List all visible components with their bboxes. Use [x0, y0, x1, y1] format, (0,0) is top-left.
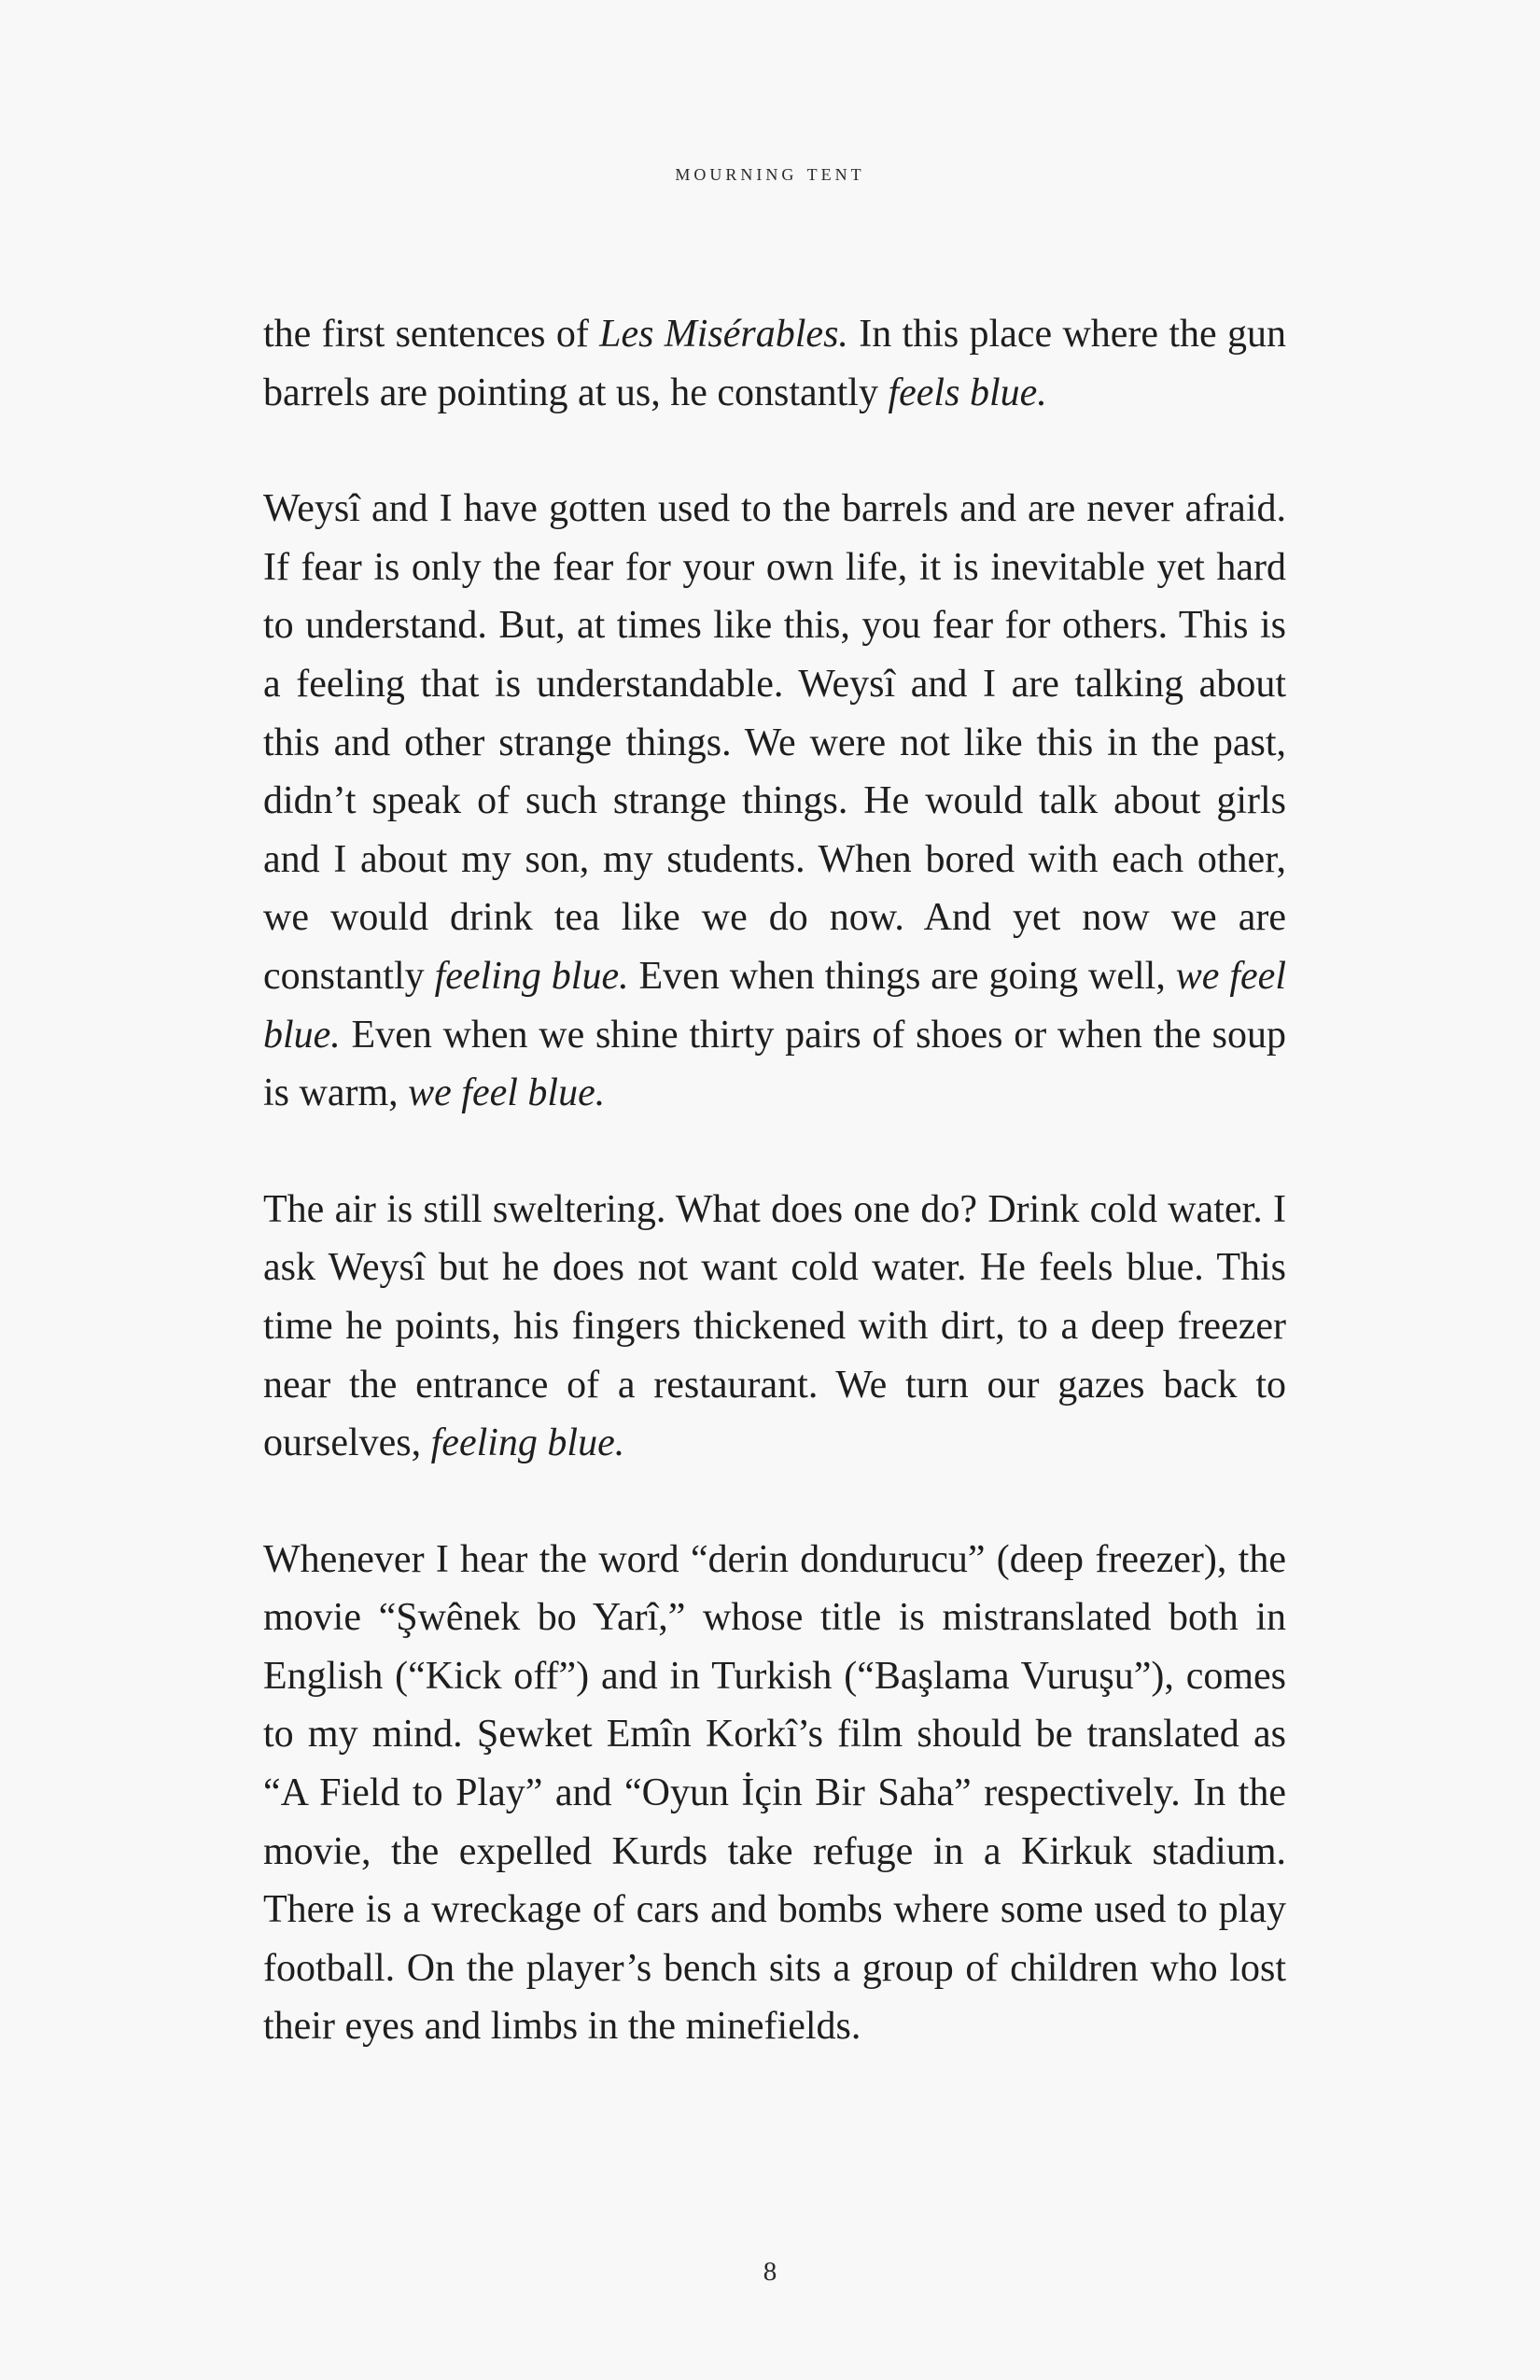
paragraph-4: [263, 1531, 1286, 2056]
paragraph-3: [263, 1181, 1286, 1473]
body-text: [263, 305, 1286, 2114]
italic-phrase: we feel blue.: [408, 1071, 606, 1115]
text-run: Even when things are going well,: [628, 954, 1176, 998]
text-run: The air is still sweltering. What does one do? Drink cold water. I ask Weysî but he does not want cold water. He feels blue. This time he points, his fingers thickened with dirt, to a deep freezer near the entrance of a restaurant. We turn our gazes back to ourselves,: [263, 1187, 1286, 1465]
italic-phrase: feeling blue.: [430, 1421, 625, 1465]
running-head-title: mourning tent: [675, 161, 865, 186]
text-run: In this place where the gun barrels are pointing at us, he constantly: [263, 313, 1286, 414]
paragraph-2: [263, 480, 1286, 1123]
italic-phrase: feels blue.: [888, 371, 1047, 414]
page-number: 8: [763, 2257, 777, 2287]
text-run: the first sentences of: [263, 313, 600, 356]
italic-phrase: feeling blue.: [434, 954, 629, 998]
text-run: Even when we shine thirty pairs of shoes or when the soup is warm,: [263, 1013, 1286, 1115]
italic-phrase: we feel blue.: [263, 954, 1286, 1057]
text-run: Whenever I hear the word “derin dondurucu” (deep freezer), the movie “Şwênek bo Yarî,” whose title is mistranslated both in English (“Kick off”) and in Turkish (“Başlama Vuruşu”), comes to my mind. Şewket Emîn Korkî’s film should be translated as “A Field to Play” and “Oyun İçin Bir Saha” respectively. In the movie, the expelled Kurds take refuge in a Kirkuk stadium. There is a wreckage of cars and bombs where some used to play football. On the player’s bench sits a group of children who lost their eyes and limbs in the minefields.: [263, 1537, 1286, 2049]
italic-phrase: Les Misérables.: [599, 313, 848, 356]
text-run: Weysî and I have gotten used to the barrels and are never afraid. If fear is only the fear for your own life, it is inevitable yet hard to understand. But, at times like this, you fear for others. This is a feeling that is understandable. Weysî and I are talking about this and other strange things. We were not like this in the past, didn’t speak of such strange things. He would talk about girls and I about my son, my students. When bored with each other, we would drink tea like we do now. And yet now we are constantly: [263, 487, 1286, 998]
paragraph-1: [263, 305, 1286, 422]
